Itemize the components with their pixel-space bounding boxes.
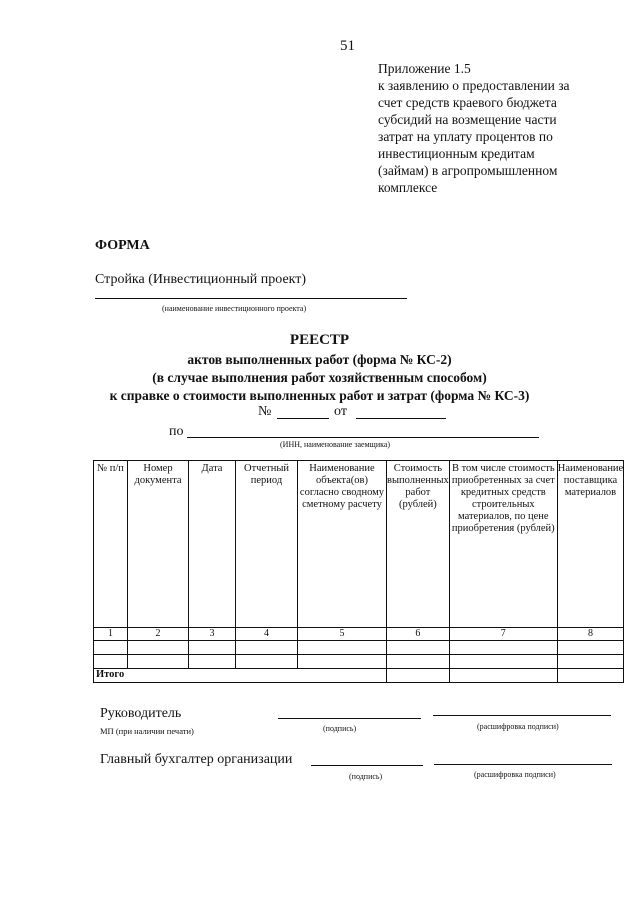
- number-line: [277, 418, 329, 419]
- total-label: Итого: [94, 669, 387, 683]
- appendix-line: Приложение 1.5: [378, 61, 471, 76]
- borrower-caption: (ИНН, наименование заемщика): [280, 440, 391, 449]
- column-number: 4: [236, 628, 298, 641]
- column-number: 5: [298, 628, 387, 641]
- accountant-label: Главный бухгалтер организации: [100, 752, 293, 767]
- table-row: [94, 641, 624, 655]
- accountant-decode-line: [434, 764, 612, 765]
- column-number: 2: [128, 628, 189, 641]
- appendix-line: субсидий на возмещение части: [378, 112, 557, 127]
- appendix-note: [378, 60, 570, 196]
- date-line: [356, 418, 446, 419]
- appendix-line: (займам) в агропромышленном: [378, 163, 558, 178]
- column-number: 7: [449, 628, 557, 641]
- register-title: РЕЕСТР: [289, 332, 350, 348]
- header-cell: Наименование поставщика материалов: [557, 461, 623, 628]
- column-number: 6: [387, 628, 450, 641]
- project-label: Стройка (Инвестиционный проект): [95, 272, 307, 287]
- decode-caption: (расшифровка подписи): [477, 722, 559, 731]
- column-number-row: [94, 628, 624, 641]
- page-number: 51: [340, 38, 355, 54]
- register-table: [93, 460, 624, 683]
- appendix-line: к заявлению о предоставлении за: [378, 78, 570, 93]
- table-header-row: [94, 461, 624, 628]
- header-cell: Отчетный период: [236, 461, 298, 628]
- header-cell: № п/п: [94, 461, 128, 628]
- stamp-label: МП (при наличии печати): [100, 726, 194, 736]
- header-cell: В том числе стоимость приобретенных за счет кредитных средств строительных материалов, по цене приобретения (рублей): [449, 461, 557, 628]
- date-label: от: [334, 404, 347, 419]
- header-cell: Наименование объекта(ов) согласно сводному сметному расчету: [298, 461, 387, 628]
- project-line: [95, 298, 407, 299]
- decode-caption: (расшифровка подписи): [474, 770, 556, 779]
- head-decode-line: [433, 715, 611, 716]
- appendix-line: счет средств краевого бюджета: [378, 95, 557, 110]
- table-row: [94, 655, 624, 669]
- head-signature-line: [278, 718, 421, 719]
- number-label: №: [258, 404, 272, 419]
- head-label: Руководитель: [100, 706, 182, 721]
- form-label: ФОРМА: [95, 238, 150, 253]
- column-number: 1: [94, 628, 128, 641]
- total-row: [94, 669, 624, 683]
- project-caption: (наименование инвестиционного проекта): [162, 304, 307, 313]
- register-subtitle-1: актов выполненных работ (форма № КС-2): [187, 352, 452, 367]
- appendix-line: инвестиционным кредитам: [378, 146, 535, 161]
- header-cell: Стоимость выполненных работ (рублей): [387, 461, 450, 628]
- appendix-line: комплексе: [378, 180, 438, 195]
- borrower-line: [187, 437, 539, 438]
- register-subtitle-3: к справке о стоимости выполненных работ и затрат (форма № КС-3): [109, 388, 530, 403]
- column-number: 8: [557, 628, 623, 641]
- accountant-signature-line: [311, 765, 423, 766]
- appendix-line: затрат на уплату процентов по: [378, 129, 553, 144]
- register-subtitle-2: (в случае выполнения работ хозяйственным способом): [152, 370, 487, 385]
- header-cell: Дата: [189, 461, 236, 628]
- signature-caption: (подпись): [349, 772, 383, 781]
- header-cell: Номер документа: [128, 461, 189, 628]
- signature-caption: (подпись): [323, 724, 357, 733]
- column-number: 3: [189, 628, 236, 641]
- by-label: по: [169, 424, 184, 439]
